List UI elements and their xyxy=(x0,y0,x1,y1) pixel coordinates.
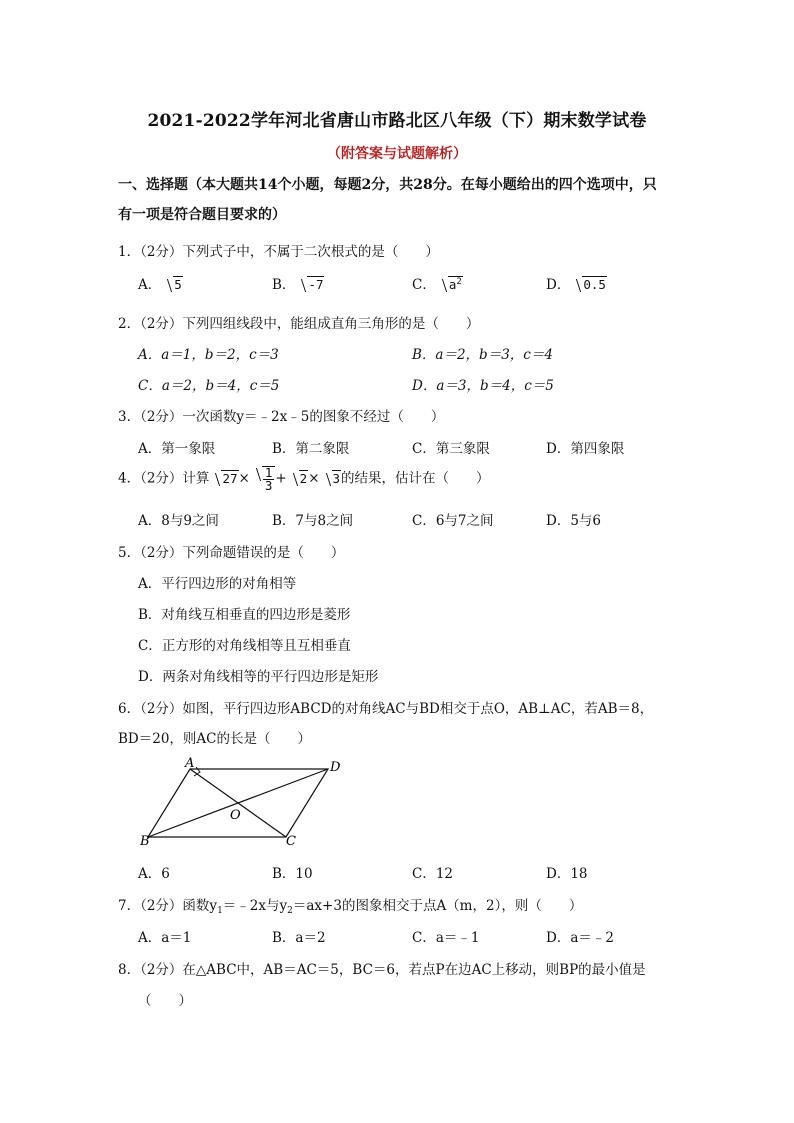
question-6-stem-line-2: BD＝20，则AC的长是（ ） xyxy=(118,731,312,747)
sqrt-symbol xyxy=(289,471,309,487)
plus-sign: + xyxy=(275,470,287,487)
section-heading-line-1: 一、选择题（本大题共14个小题，每题2分，共28分。在每小题给出的四个选项中，只 xyxy=(118,177,657,193)
radicand: 5 xyxy=(174,277,182,292)
radicand: a xyxy=(448,277,457,292)
question-6-option-c: C．12 xyxy=(412,866,454,882)
question-8-stem-line-1: 8．（2分）在△ABC中，AB＝AC＝5，BC＝6，若点P在边AC上移动，则BP的最小值是 xyxy=(118,962,646,978)
page-title: 2021-2022学年河北省唐山市路北区八年级（下）期末数学试卷 xyxy=(147,111,647,131)
label-a: A xyxy=(185,757,195,771)
sqrt-symbol xyxy=(163,277,183,293)
question-3-option-a: A．第一象限 xyxy=(138,441,216,457)
question-7-option-a: A．a＝1 xyxy=(138,930,192,946)
numerator: 1 xyxy=(264,465,273,480)
sqrt-symbol xyxy=(297,277,324,293)
radicand: 27 xyxy=(222,470,238,486)
question-3-option-c: C．第三象限 xyxy=(412,441,490,457)
question-6-option-d: D．18 xyxy=(546,866,588,882)
question-3-stem: 3．（2分）一次函数y＝﹣2x﹣5的图象不经过（ ） xyxy=(118,409,445,425)
question-8-stem-line-2: （ ） xyxy=(138,993,192,1009)
subscript-2: 2 xyxy=(287,906,293,916)
sqrt-symbol xyxy=(572,277,607,293)
question-2-option-a: A．a＝1，b＝2，c＝3 xyxy=(138,347,279,363)
times-sign: × xyxy=(238,470,250,487)
section-heading xyxy=(118,170,678,230)
label-o: O xyxy=(230,808,241,823)
question-5-stem: 5．（2分）下列命题错误的是（ ） xyxy=(118,545,345,561)
question-4-option-d: D．5与6 xyxy=(546,513,602,529)
parallelogram-figure xyxy=(130,757,360,852)
sqrt-symbol xyxy=(211,471,238,487)
question-7-stem xyxy=(118,894,582,916)
times-sign: × xyxy=(308,470,320,487)
subscript-1: 1 xyxy=(217,906,223,916)
question-4-stem xyxy=(118,466,490,492)
question-1-option-a xyxy=(138,273,183,293)
option-label: D． xyxy=(546,277,571,293)
exponent: 2 xyxy=(456,276,462,287)
question-5-option-d: D．两条对角线相等的平行四边形是矩形 xyxy=(138,669,379,685)
question-4-option-c: C．6与7之间 xyxy=(412,513,494,529)
diagonal-bd xyxy=(148,769,328,837)
question-1-option-b xyxy=(272,273,324,293)
page-subtitle: （附答案与试题解析） xyxy=(327,146,467,162)
fraction xyxy=(262,466,276,492)
option-label: A． xyxy=(138,277,162,293)
q4-prefix: 4．（2分）计算 xyxy=(118,470,210,487)
question-3-option-b: B．第二象限 xyxy=(272,441,350,457)
question-4-option-a: A．8与9之间 xyxy=(138,513,219,529)
radicand: 0.5 xyxy=(583,277,606,292)
question-4-option-b: B．7与8之间 xyxy=(272,513,354,529)
q7-prefix: 7．（2分）函数y xyxy=(118,898,218,914)
question-2-stem: 2．（2分）下列四组线段中，能组成直角三角形的是（ ） xyxy=(118,316,480,332)
sqrt-symbol xyxy=(438,277,463,293)
option-label: B． xyxy=(272,277,296,293)
radicand: -7 xyxy=(308,277,324,292)
radicand: 2 xyxy=(299,470,308,486)
q7-middle: ＝﹣2x与y xyxy=(222,898,288,914)
question-5-option-a: A．平行四边形的对角相等 xyxy=(138,576,297,592)
question-5-option-c: C．正方形的对角线相等且互相垂直 xyxy=(138,638,351,654)
label-c: C xyxy=(286,834,296,849)
question-6-option-a: A．6 xyxy=(138,866,170,882)
label-d: D xyxy=(330,760,341,775)
question-7-option-d: D．a＝﹣2 xyxy=(546,930,614,946)
question-6-option-b: B．10 xyxy=(272,866,313,882)
denominator: 3 xyxy=(264,478,273,493)
question-7-option-b: B．a＝2 xyxy=(272,930,326,946)
option-label: C． xyxy=(412,277,436,293)
question-2-option-c: C．a＝2，b＝4，c＝5 xyxy=(138,378,280,394)
radicand: 3 xyxy=(332,470,341,486)
question-2-option-d: D．a＝3，b＝4，c＝5 xyxy=(412,378,554,394)
question-5-option-b: B．对角线互相垂直的四边形是菱形 xyxy=(138,607,351,623)
label-b: B xyxy=(140,834,150,849)
question-1-option-d xyxy=(546,273,607,293)
q7-suffix: ＝ax+3的图象相交于点A（m，2），则（ ） xyxy=(292,898,583,914)
question-1-option-c xyxy=(412,273,463,293)
question-3-option-d: D．第四象限 xyxy=(546,441,625,457)
question-6-stem-line-1: 6．（2分）如图，平行四边形ABCD的对角线AC与BD相交于点O，AB⊥AC，若AB＝8， xyxy=(118,701,654,717)
question-2-option-b: B．a＝2，b＝3，c＝4 xyxy=(412,347,553,363)
sqrt-symbol xyxy=(322,471,342,487)
question-7-option-c: C．a＝﹣1 xyxy=(412,930,480,946)
question-1-stem: 1．（2分）下列式子中，不属于二次根式的是（ ） xyxy=(118,244,439,260)
sqrt-symbol xyxy=(252,466,276,492)
q4-suffix: 的结果，估计在（ ） xyxy=(341,470,490,487)
section-heading-line-2: 有一项是符合题目要求的） xyxy=(118,207,286,223)
